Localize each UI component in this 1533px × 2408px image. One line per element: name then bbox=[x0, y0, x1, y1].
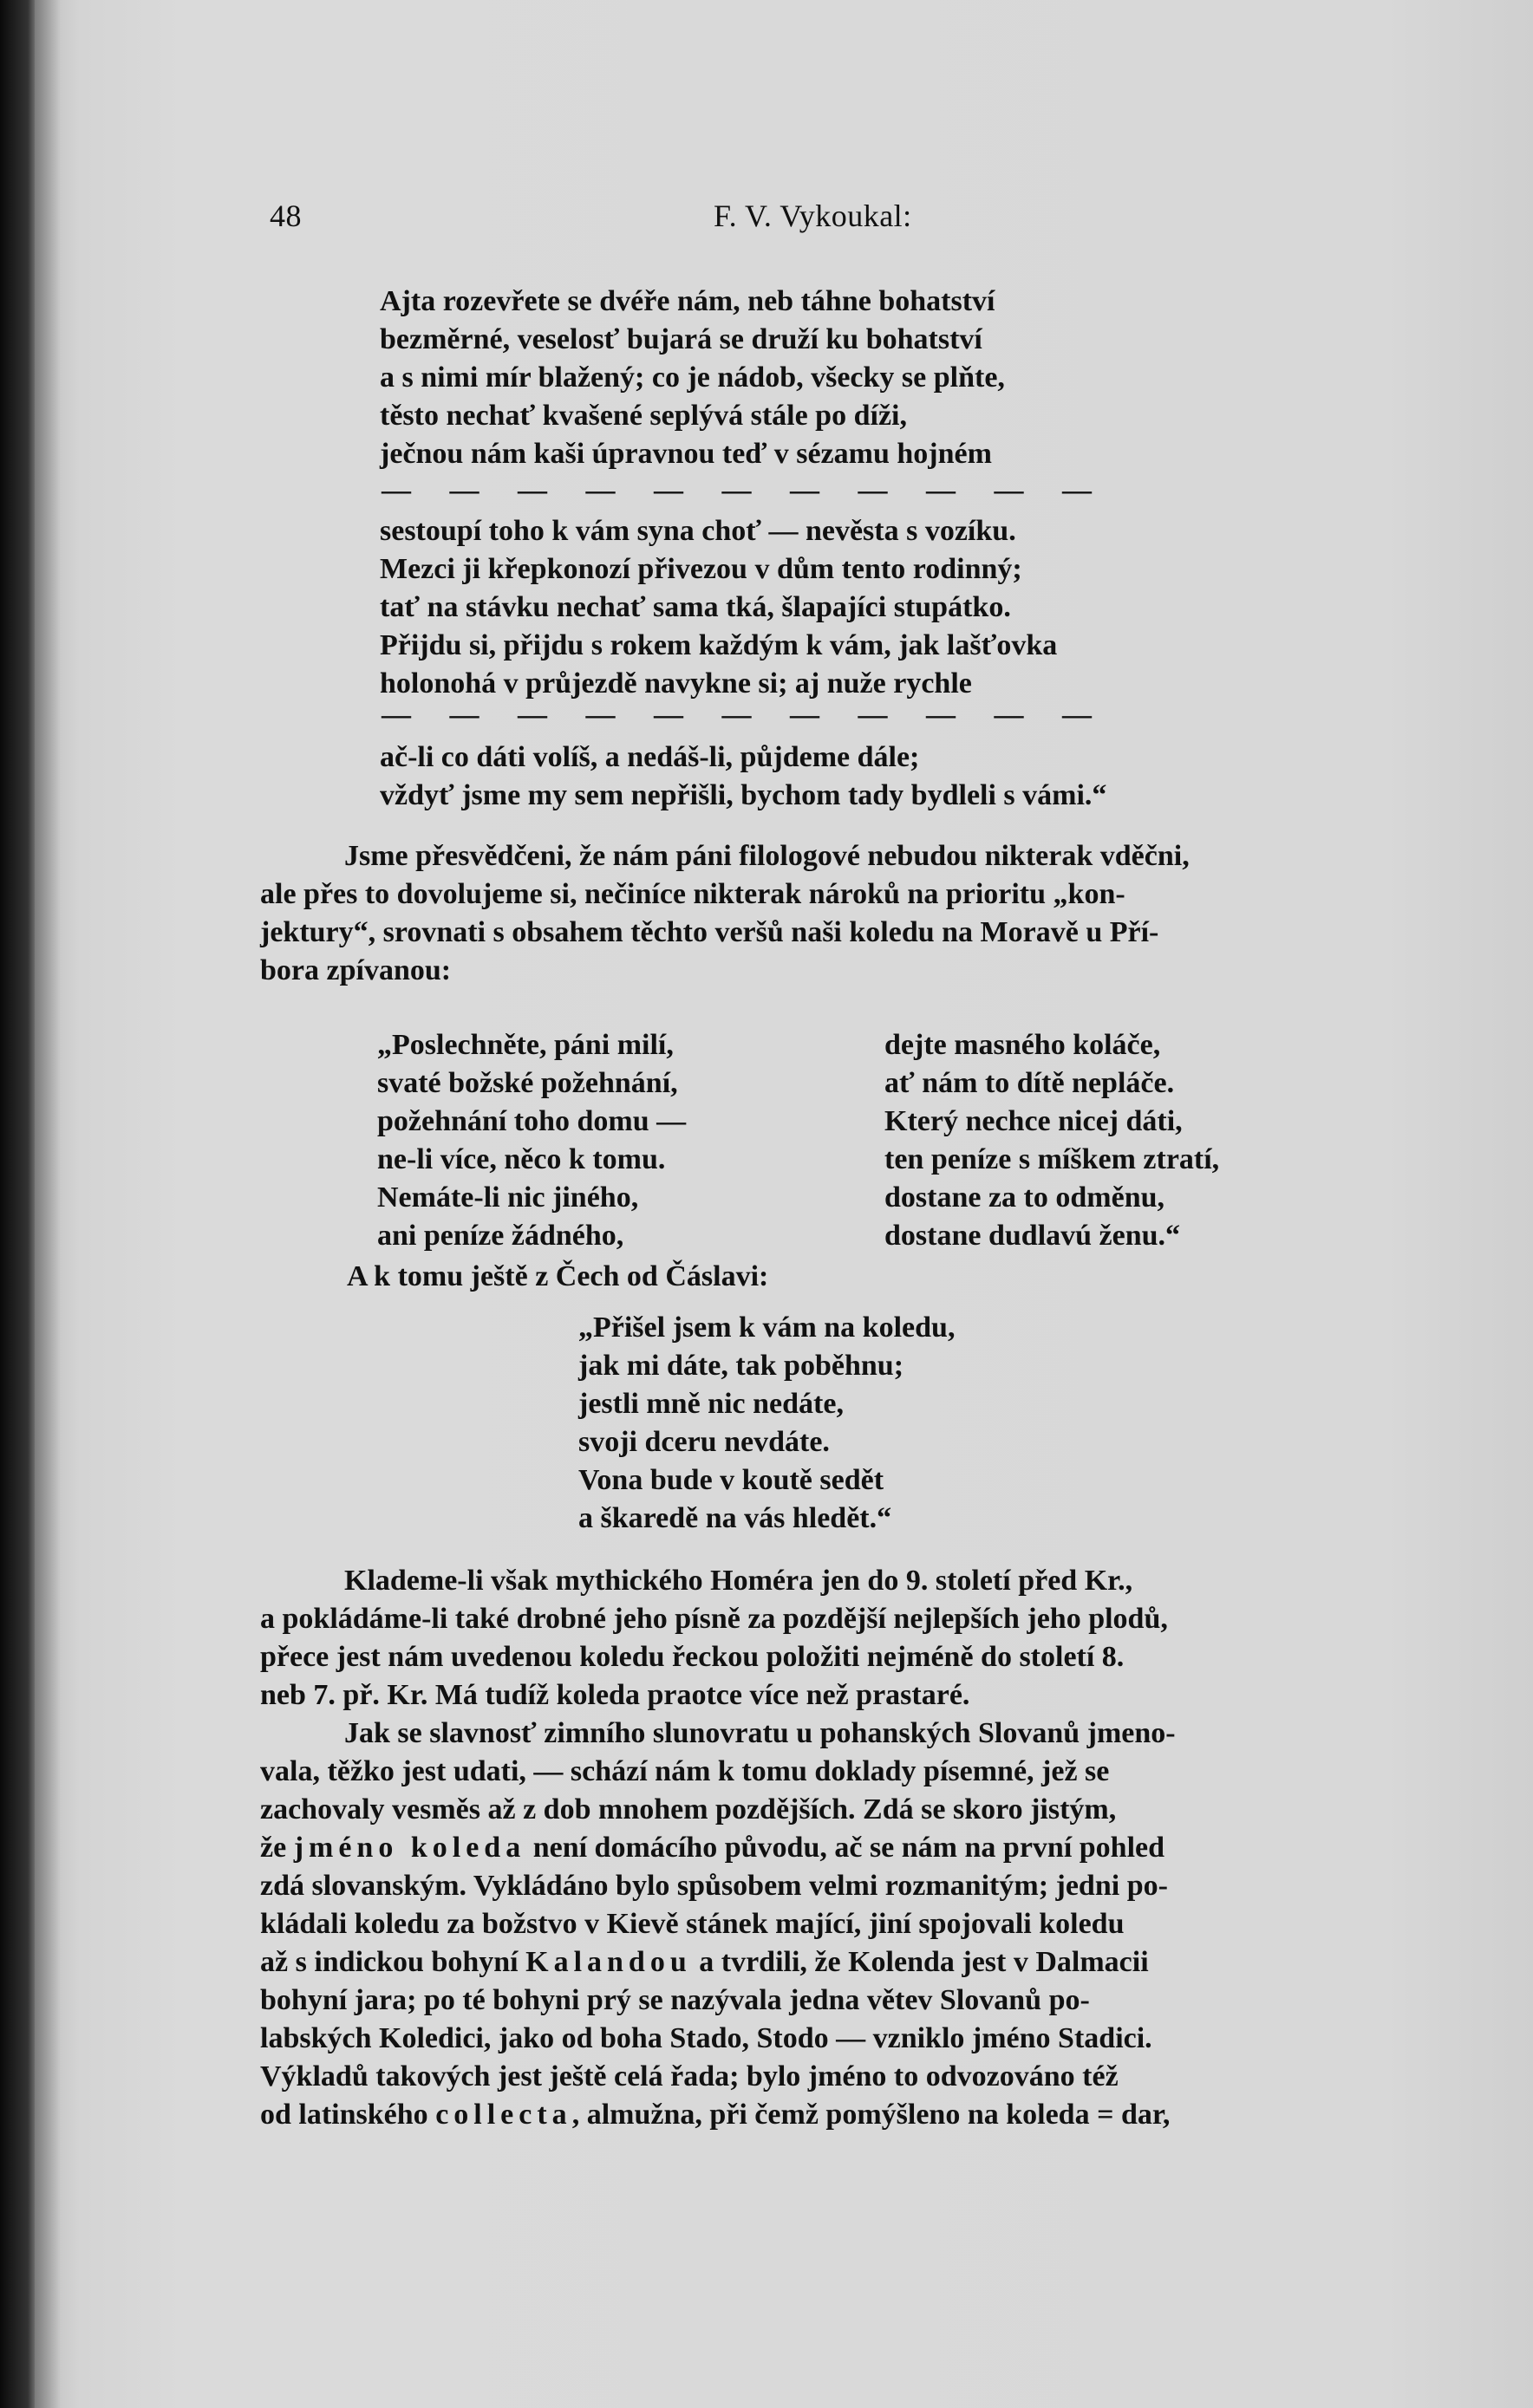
poem-line: sestoupí toho k vám syna choť — nevěsta s vozíku. bbox=[380, 515, 1016, 547]
intro-line: A k tomu ještě z Čech od Čáslavi: bbox=[347, 1260, 769, 1292]
poem-line: vždyť jsme my sem nepřišli, bychom tady bydleli s vámi.“ bbox=[380, 779, 1107, 811]
paragraph-line: kládali koledu za božstvo v Kievě stánek mající, jiní spojovali koledu bbox=[260, 1908, 1125, 1940]
paragraph-line: Jak se slavnosť zimního slunovratu u pohanských Slovanů jmeno- bbox=[344, 1717, 1176, 1749]
poem-line-right: ať nám to dítě nepláče. bbox=[884, 1067, 1175, 1099]
emphasized-term: jméno koleda bbox=[293, 1832, 526, 1864]
poem-line-left: „Poslechněte, páni milí, bbox=[377, 1029, 674, 1061]
poem-line: Ajta rozevřete se dvéře nám, neb táhne bohatství bbox=[380, 285, 995, 317]
paragraph-line: zachovaly vesměs až z dob mnohem pozdějších. Zdá se skoro jistým, bbox=[260, 1793, 1117, 1826]
paragraph-line: bora zpívanou: bbox=[260, 954, 452, 986]
text-run: že bbox=[260, 1832, 287, 1864]
page-number: 48 bbox=[270, 198, 302, 233]
paragraph-line: přece jest nám uvedenou koledu řeckou položiti nejméně do století 8. bbox=[260, 1641, 1125, 1673]
poem-line-left: Nemáte-li nic jiného, bbox=[377, 1181, 639, 1214]
poem-line: jak mi dáte, tak poběhnu; bbox=[578, 1350, 904, 1382]
poem-line-left: ne-li více, něco k tomu. bbox=[377, 1143, 666, 1175]
poem-line: Vona bude v koutě sedět bbox=[578, 1464, 884, 1496]
scan-binding-edge bbox=[0, 0, 35, 2408]
paragraph-line: neb 7. př. Kr. Má tudíž koleda praotce více než prastaré. bbox=[260, 1679, 970, 1711]
paragraph-line: ale přes to dovolujeme si, nečiníce nikterak nároků na prioritu „kon- bbox=[260, 878, 1125, 910]
text-run: , almužna, při čemž pomýšleno na koleda = dar, bbox=[571, 2099, 1171, 2131]
poem-line-right: dostane dudlavú ženu.“ bbox=[884, 1220, 1181, 1252]
paragraph-line: bohyní jara; po té bohyni prý se nazývala jedna větev Slovanů po- bbox=[260, 1984, 1090, 2016]
book-page bbox=[35, 0, 1533, 2408]
poem-line-left: svaté božské požehnání, bbox=[377, 1067, 678, 1099]
poem-line: a s nimi mír blažený; co je nádob, všecky se plňte, bbox=[380, 361, 1005, 394]
poem-line-right: Který nechce nicej dáti, bbox=[884, 1105, 1183, 1137]
text-run: až s indickou bohyní bbox=[260, 1946, 519, 1978]
paragraph-line bbox=[260, 1943, 1149, 1982]
text-run: a tvrdili, že Kolenda jest v Dalmacii bbox=[699, 1946, 1149, 1978]
poem-line-left: požehnání toho domu — bbox=[377, 1105, 687, 1137]
paragraph-line bbox=[260, 1829, 1164, 1867]
emphasized-term: Kalandou bbox=[525, 1946, 692, 1978]
omission-dashes: — — — — — — — — — — — bbox=[382, 474, 1107, 506]
poem-line: těsto nechať kvašené seplývá stále po díži, bbox=[380, 400, 907, 432]
running-head: F. V. Vykoukal: bbox=[714, 198, 912, 233]
text-run: není domácího původu, ač se nám na první pohled bbox=[532, 1832, 1165, 1864]
paragraph-line: Jsme přesvědčeni, že nám páni filologové nebudou nikterak vděčni, bbox=[344, 840, 1190, 872]
emphasized-term: collecta bbox=[435, 2099, 572, 2131]
paragraph-line bbox=[260, 2096, 1170, 2134]
omission-dashes: — — — — — — — — — — — bbox=[382, 699, 1107, 731]
poem-line-right: dostane za to odměnu, bbox=[884, 1181, 1165, 1214]
poem-line: Mezci ji křepkonozí přivezou v dům tento rodinný; bbox=[380, 553, 1022, 585]
poem-line: tať na stávku nechať sama tká, šlapajíci stupátko. bbox=[380, 591, 1011, 623]
page-gutter-shadow bbox=[35, 0, 61, 2408]
paragraph-line: Výkladů takových jest ještě celá řada; bylo jméno to odvozováno též bbox=[260, 2060, 1119, 2092]
paragraph-line: vala, těžko jest udati, — schází nám k tomu doklady písemné, jež se bbox=[260, 1755, 1110, 1787]
poem-line-right: ten peníze s míškem ztratí, bbox=[884, 1143, 1220, 1175]
poem-line: ječnou nám kaši úpravnou teď v sézamu hojném bbox=[380, 438, 992, 470]
paragraph-line: jektury“, srovnati s obsahem těchto veršů naši koledu na Moravě u Pří- bbox=[260, 916, 1159, 948]
text-run: od latinského bbox=[260, 2099, 428, 2131]
poem-line-left: ani peníze žádného, bbox=[377, 1220, 624, 1252]
poem-line: jestli mně nic nedáte, bbox=[578, 1388, 844, 1420]
paragraph-line: a pokládáme-li také drobné jeho písně za pozdější nejlepších jeho plodů, bbox=[260, 1603, 1168, 1635]
poem-line: bezměrné, veselosť bujará se druží ku bohatství bbox=[380, 323, 982, 355]
poem-line: svoji dceru nevdáte. bbox=[578, 1426, 830, 1458]
poem-line-right: dejte masného koláče, bbox=[884, 1029, 1161, 1061]
page-header bbox=[35, 198, 1533, 241]
paragraph-line: Klademe-li však mythického Homéra jen do 9. století před Kr., bbox=[344, 1565, 1133, 1597]
poem-line: ač-li co dáti volíš, a nedáš-li, půjdeme dále; bbox=[380, 741, 920, 773]
poem-line: „Přišel jsem k vám na koledu, bbox=[578, 1311, 956, 1344]
poem-line: a škaredě na vás hledět.“ bbox=[578, 1502, 892, 1534]
paragraph-line: zdá slovanským. Vykládáno bylo spůsobem velmi rozmanitým; jedni po- bbox=[260, 1870, 1168, 1902]
paragraph-line: labských Koledici, jako od boha Stado, Stodo — vzniklo jméno Stadici. bbox=[260, 2022, 1152, 2054]
poem-line: Přijdu si, přijdu s rokem každým k vám, jak lašťovka bbox=[380, 629, 1058, 661]
poem-line: holonohá v průjezdě navykne si; aj nuže rychle bbox=[380, 667, 972, 700]
